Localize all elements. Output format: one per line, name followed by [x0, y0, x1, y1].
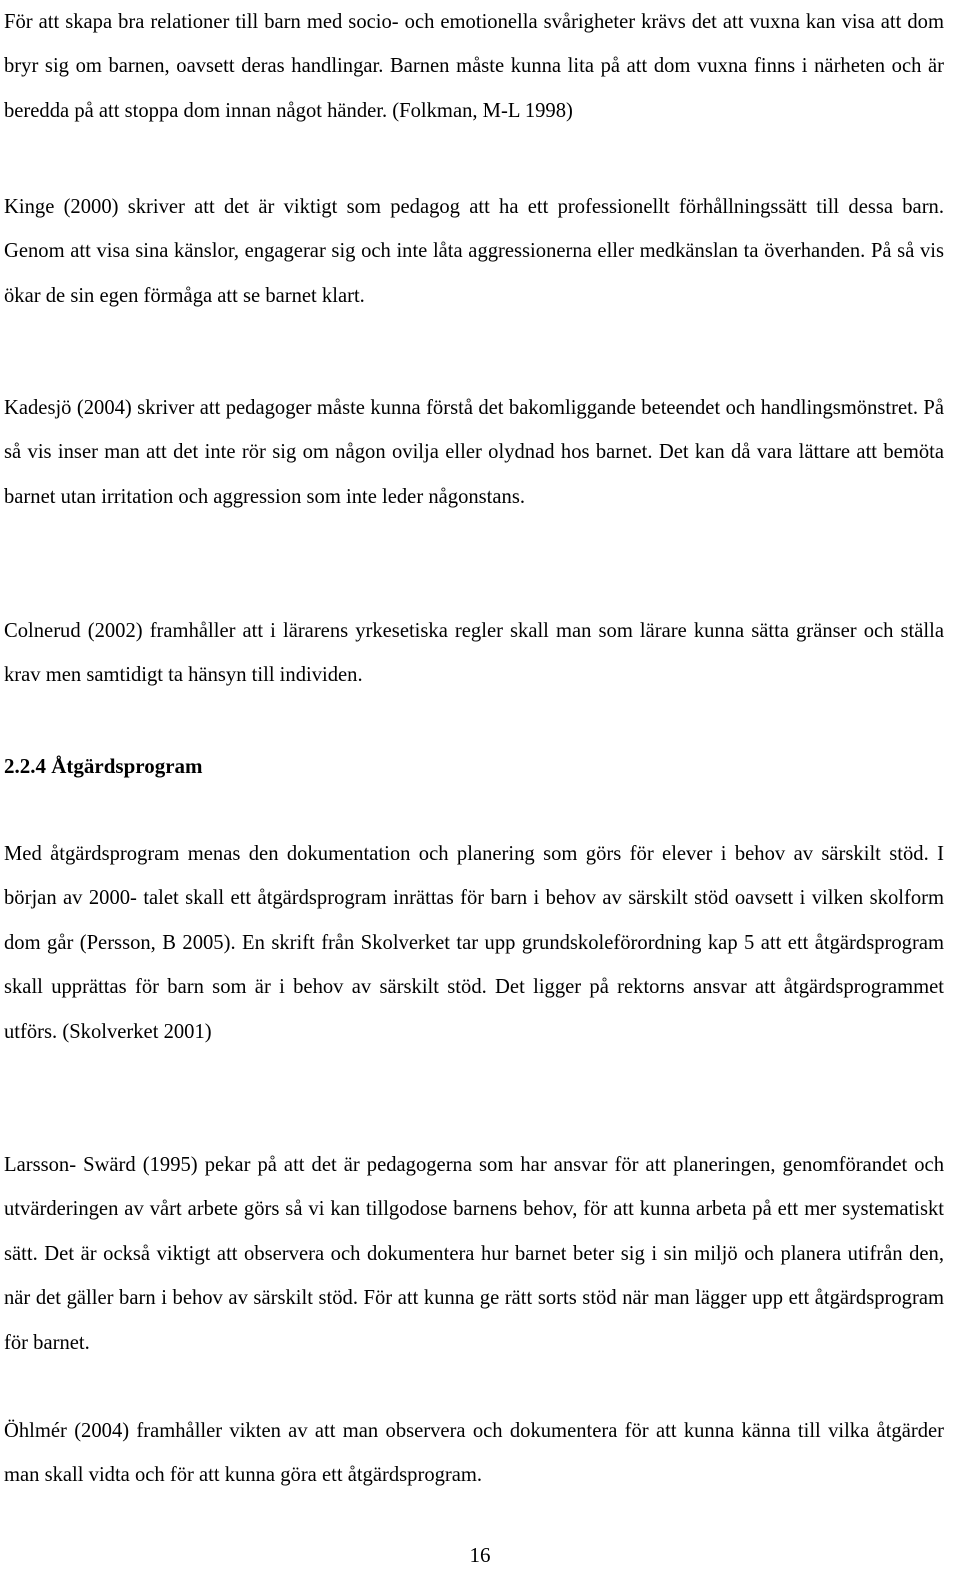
page-number: 16	[469, 1543, 491, 1567]
paragraph-kinge: Kinge (2000) skriver att det är viktigt som pedagog att ha ett professionellt förhållningssätt till dessa barn. Genom att visa sina känslor, engagerar sig och inte låta aggressionerna eller medkänslan ta överhanden. På så vis ökar de sin egen förmåga att se barnet klart.	[4, 196, 944, 307]
paragraph-larsson-sward: Larsson- Swärd (1995) pekar på att det är pedagogerna som har ansvar för att planeringen, genomförandet och utvärderingen av vårt arbete görs så vi kan tillgodose barnens behov, för att kunna arbeta på ett mer systematiskt sätt. Det är också viktigt att observera och dokumentera hur barnet beter sig i sin miljö och planera utifrån den, när det gäller barn i behov av särskilt stöd. För att kunna ge rätt sorts stöd när man lägger upp ett åtgärdsprogram för barnet.	[4, 1154, 944, 1354]
section-heading: 2.2.4 Åtgärdsprogram	[4, 754, 203, 778]
paragraph-relations: För att skapa bra relationer till barn med socio- och emotionella svårigheter krävs det att vuxna kan visa att dom bryr sig om barnen, oavsett deras handlingar. Barnen måste kunna lita på att dom vuxna finns i närheten och är beredda på att stoppa dom innan något händer. (Folkman, M-L 1998)	[4, 11, 944, 122]
paragraph-ohlmer: Öhlmér (2004) framhåller vikten av att man observera och dokumentera för att kunna känna till vilka åtgärder man skall vidta och för att kunna göra ett åtgärdsprogram.	[4, 1420, 944, 1487]
paragraph-kadesjo: Kadesjö (2004) skriver att pedagoger måste kunna förstå det bakomliggande beteendet och handlingsmönstret. På så vis inser man att det inte rör sig om någon ovilja eller olydnad hos barnet. Det kan då vara lättare att bemöta barnet utan irritation och aggression som inte leder någonstans.	[4, 397, 944, 508]
paragraph-atgardsprogram: Med åtgärdsprogram menas den dokumentation och planering som görs för elever i behov av särskilt stöd. I början av 2000- talet skall ett åtgärdsprogram inrättas för barn i behov av särskilt stöd oavsett i vilken skolform dom går (Persson, B 2005). En skrift från Skolverket tar upp grundskoleförordning kap 5 att ett åtgärdsprogram skall upprättas för barn som är i behov av särskilt stöd. Det ligger på rektorns ansvar att åtgärdsprogrammet utförs. (Skolverket 2001)	[4, 843, 944, 1043]
paragraph-colnerud: Colnerud (2002) framhåller att i lärarens yrkesetiska regler skall man som lärare kunna sätta gränser och ställa krav men samtidigt ta hänsyn till individen.	[4, 620, 944, 687]
